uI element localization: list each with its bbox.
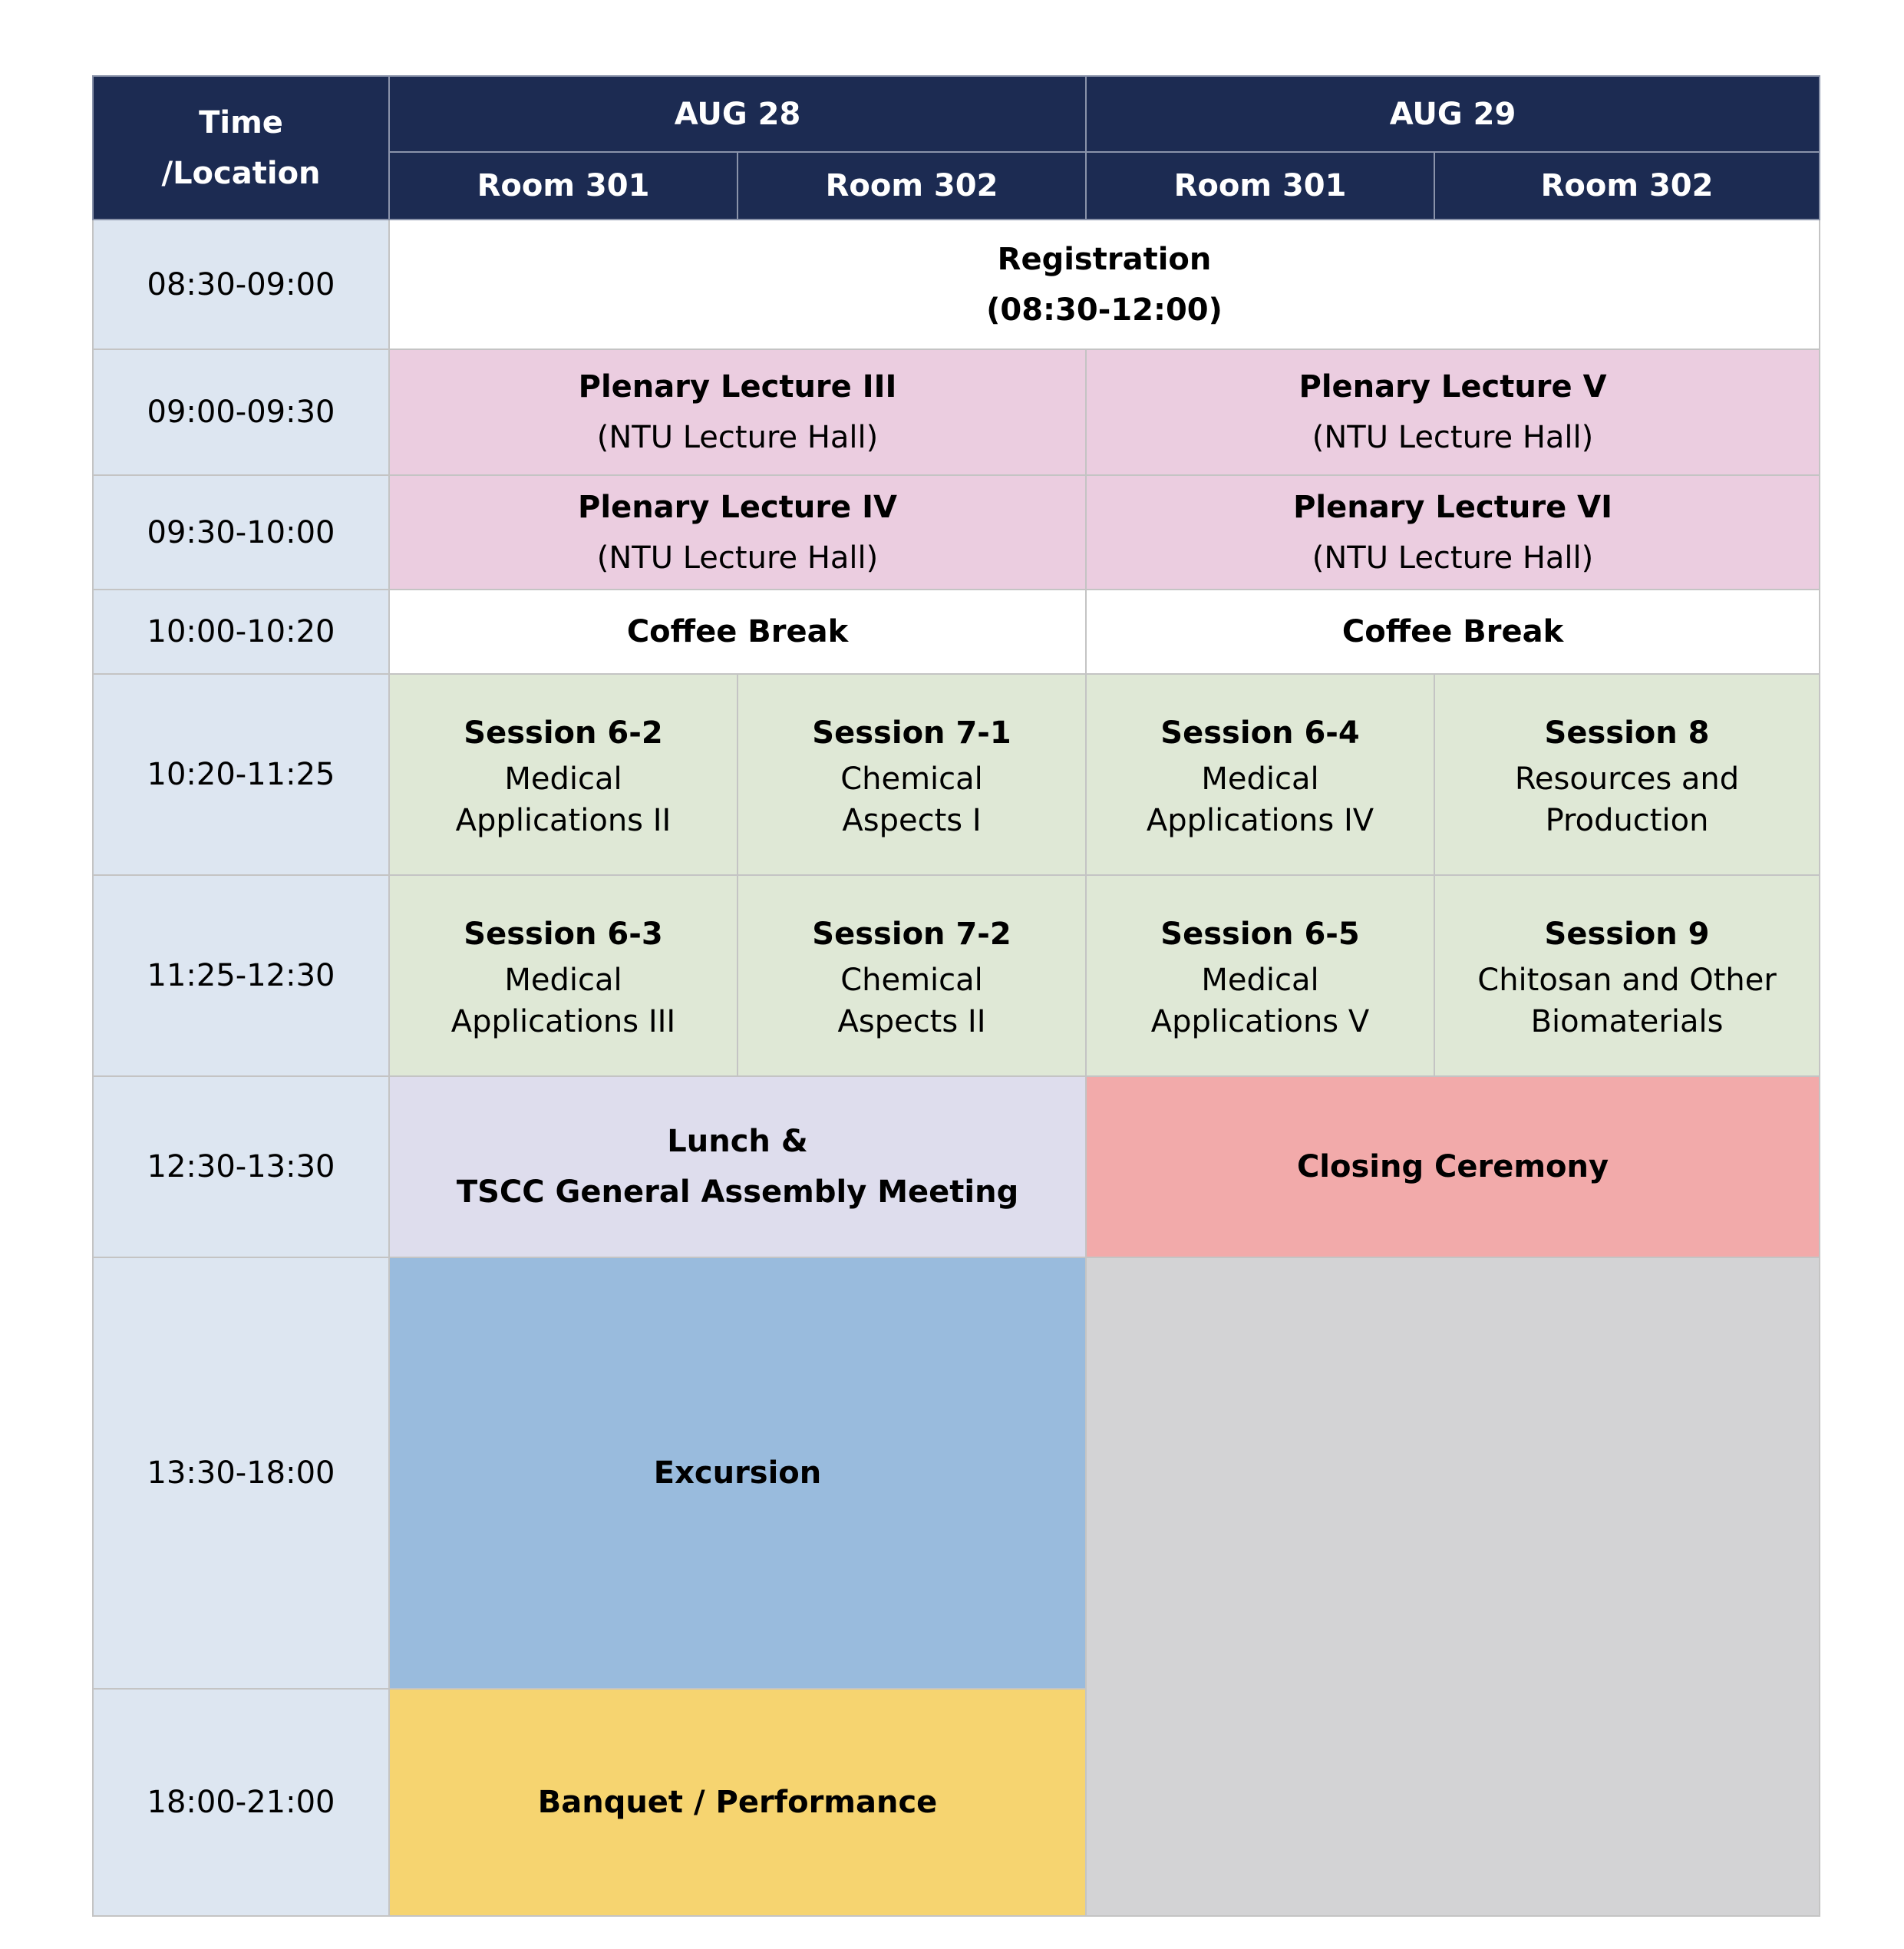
banquet-label: Banquet / Performance bbox=[537, 1785, 938, 1820]
session-cell bbox=[738, 875, 1086, 1076]
session-cell bbox=[389, 875, 738, 1076]
time-cell: 10:20-11:25 bbox=[93, 674, 389, 875]
session-topic: Medical bbox=[1201, 963, 1319, 998]
coffee-break-label: Coffee Break bbox=[626, 614, 849, 649]
plenary-title: Plenary Lecture VI bbox=[1293, 489, 1612, 525]
session-topic: Medical bbox=[1201, 761, 1319, 797]
plenary-title: Plenary Lecture IV bbox=[578, 489, 897, 525]
table-row bbox=[93, 590, 1820, 674]
session-topic: Medical bbox=[504, 761, 622, 797]
table-row bbox=[93, 220, 1820, 349]
session-cell bbox=[1434, 875, 1820, 1076]
banquet-cell bbox=[389, 1689, 1086, 1916]
session-topic: Resources and bbox=[1514, 761, 1740, 797]
session-topic: Biomaterials bbox=[1530, 1004, 1724, 1039]
registration-title: Registration bbox=[997, 241, 1212, 277]
time-cell: 11:25-12:30 bbox=[93, 875, 389, 1076]
session-topic: Medical bbox=[504, 963, 622, 998]
session-title: Session 6-4 bbox=[1160, 715, 1360, 751]
time-cell: 18:00-21:00 bbox=[93, 1689, 389, 1916]
table-row bbox=[93, 674, 1820, 875]
session-title: Session 6-2 bbox=[464, 715, 663, 751]
room-header-aug29-302: Room 302 bbox=[1434, 152, 1820, 220]
session-topic: Chemical bbox=[840, 761, 983, 797]
time-header-line1: Time bbox=[199, 104, 283, 140]
time-location-header bbox=[93, 76, 389, 220]
registration-hours: (08:30-12:00) bbox=[986, 292, 1223, 328]
registration-cell bbox=[389, 220, 1820, 349]
session-cell bbox=[1086, 674, 1434, 875]
lunch-assembly-cell bbox=[389, 1076, 1086, 1257]
excursion-cell bbox=[389, 1257, 1086, 1689]
closing-ceremony-label: Closing Ceremony bbox=[1296, 1149, 1609, 1184]
session-topic: Production bbox=[1545, 803, 1709, 838]
session-title: Session 6-5 bbox=[1160, 917, 1360, 952]
plenary-title: Plenary Lecture V bbox=[1298, 369, 1607, 405]
session-cell bbox=[738, 674, 1086, 875]
session-topic: Aspects II bbox=[837, 1004, 986, 1039]
time-cell: 09:30-10:00 bbox=[93, 475, 389, 590]
room-header-aug29-301: Room 301 bbox=[1086, 152, 1434, 220]
time-cell: 08:30-09:00 bbox=[93, 220, 389, 349]
plenary-title: Plenary Lecture III bbox=[578, 369, 897, 405]
plenary-lecture-iii-cell bbox=[389, 349, 1086, 475]
lunch-line1: Lunch & bbox=[667, 1124, 808, 1159]
session-topic: Aspects I bbox=[842, 803, 982, 838]
time-cell: 13:30-18:00 bbox=[93, 1257, 389, 1689]
lunch-line2: TSCC General Assembly Meeting bbox=[456, 1174, 1019, 1210]
coffee-break-aug28 bbox=[389, 590, 1086, 674]
session-title: Session 7-2 bbox=[812, 917, 1011, 952]
plenary-lecture-iv-cell bbox=[389, 475, 1086, 590]
plenary-location: (NTU Lecture Hall) bbox=[596, 540, 879, 576]
empty-block bbox=[1086, 1257, 1820, 1916]
plenary-lecture-v-cell bbox=[1086, 349, 1820, 475]
room-header-aug28-301: Room 301 bbox=[389, 152, 738, 220]
day-header-aug29: AUG 29 bbox=[1086, 76, 1820, 152]
plenary-location: (NTU Lecture Hall) bbox=[596, 420, 879, 455]
time-cell: 10:00-10:20 bbox=[93, 590, 389, 674]
table-row bbox=[93, 1076, 1820, 1257]
table-row bbox=[93, 475, 1820, 590]
plenary-location: (NTU Lecture Hall) bbox=[1312, 540, 1594, 576]
time-cell: 09:00-09:30 bbox=[93, 349, 389, 475]
day-header-aug28: AUG 28 bbox=[389, 76, 1086, 152]
table-row bbox=[93, 349, 1820, 475]
session-title: Session 7-1 bbox=[812, 715, 1011, 751]
session-topic: Applications V bbox=[1150, 1004, 1370, 1039]
excursion-label: Excursion bbox=[653, 1455, 822, 1491]
session-title: Session 8 bbox=[1544, 715, 1710, 751]
session-cell bbox=[1434, 674, 1820, 875]
header-row-days bbox=[93, 76, 1820, 152]
session-title: Session 6-3 bbox=[464, 917, 663, 952]
plenary-location: (NTU Lecture Hall) bbox=[1312, 420, 1594, 455]
coffee-break-aug29 bbox=[1086, 590, 1820, 674]
session-topic: Chemical bbox=[840, 963, 983, 998]
session-topic: Applications IV bbox=[1146, 803, 1374, 838]
room-header-aug28-302: Room 302 bbox=[738, 152, 1086, 220]
session-topic: Applications III bbox=[450, 1004, 676, 1039]
table-row bbox=[93, 875, 1820, 1076]
plenary-lecture-vi-cell bbox=[1086, 475, 1820, 590]
session-cell bbox=[1086, 875, 1434, 1076]
schedule-table bbox=[92, 75, 1820, 1917]
time-header-line2: /Location bbox=[161, 155, 321, 191]
coffee-break-label: Coffee Break bbox=[1341, 614, 1564, 649]
session-topic: Chitosan and Other bbox=[1477, 963, 1777, 998]
session-cell bbox=[389, 674, 738, 875]
time-cell: 12:30-13:30 bbox=[93, 1076, 389, 1257]
table-row bbox=[93, 1257, 1820, 1689]
session-title: Session 9 bbox=[1544, 917, 1710, 952]
closing-ceremony-cell bbox=[1086, 1076, 1820, 1257]
session-topic: Applications II bbox=[455, 803, 672, 838]
